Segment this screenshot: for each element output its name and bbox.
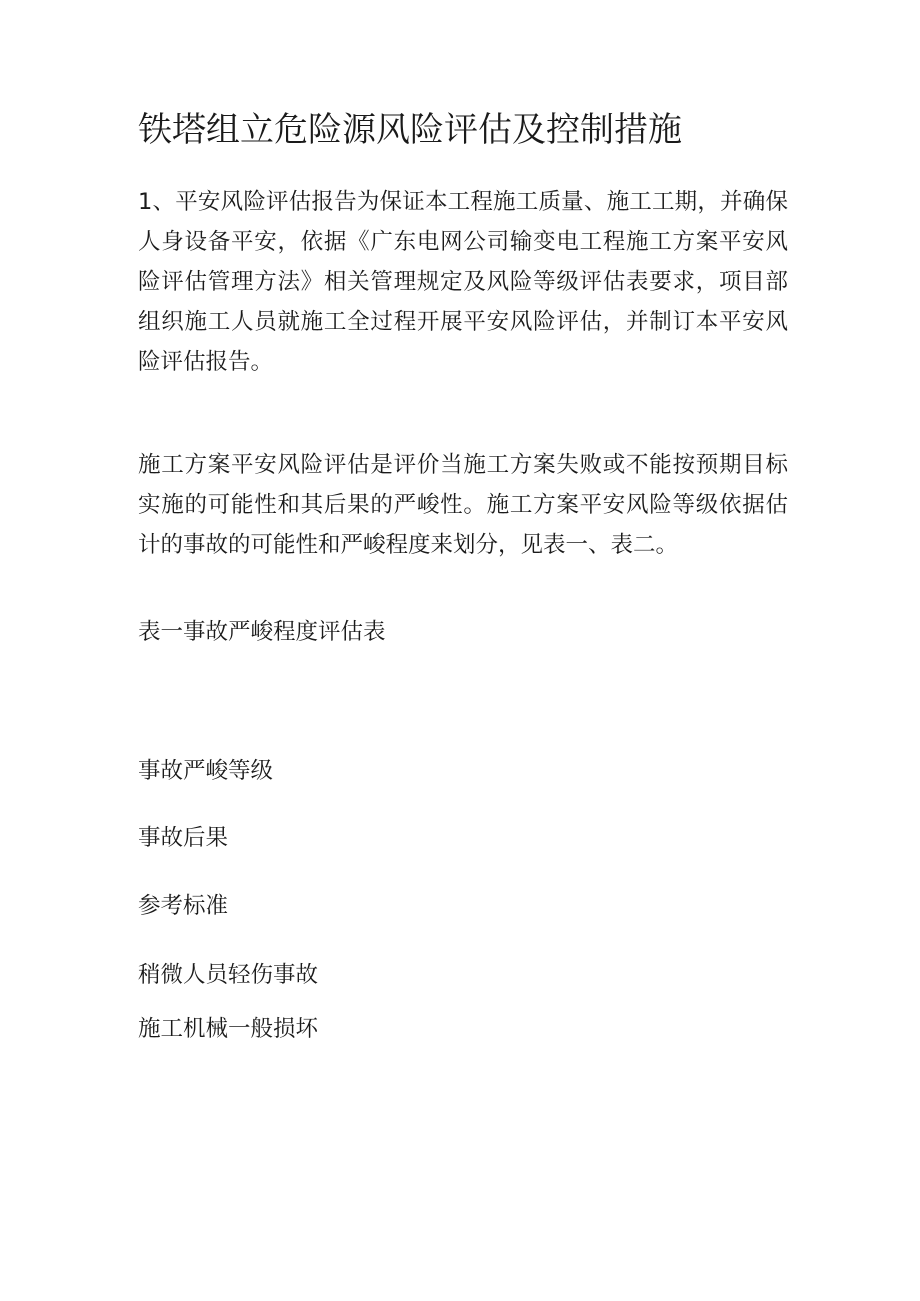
table-cell-severity-header: 事故严峻等级: [138, 758, 274, 784]
table-cell-consequence-header: 事故后果: [138, 825, 229, 851]
paragraph-risk-definition: 施工方案平安风险评估是评价当施工方案失败或不能按预期目标实施的可能性和其后果的严峻性。施工方案平安风险等级依据估计的事故的可能性和严峻程度来划分，见表一、表二。: [138, 452, 788, 558]
table-cell-minor-line1: 稍微人员轻伤事故: [138, 962, 319, 988]
paragraph-risk-report: 1、平安风险评估报告为保证本工程施工质量、施工工期，并确保人身设备平安，依据《广东电网公司输变电工程施工方案平安风险评估管理方法》相关管理规定及风险等级评估表要求，项目部组织施工人员就施工全过程开展平安风险评估，并制订本平安风险评估报告。: [138, 189, 788, 375]
document-title: 铁塔组立危险源风险评估及控制措施: [138, 110, 682, 150]
table-caption: 表一事故严峻程度评估表: [138, 619, 386, 645]
table-cell-reference-header: 参考标准: [138, 893, 229, 919]
table-cell-minor-line2: 施工机械一般损坏: [138, 1016, 319, 1042]
